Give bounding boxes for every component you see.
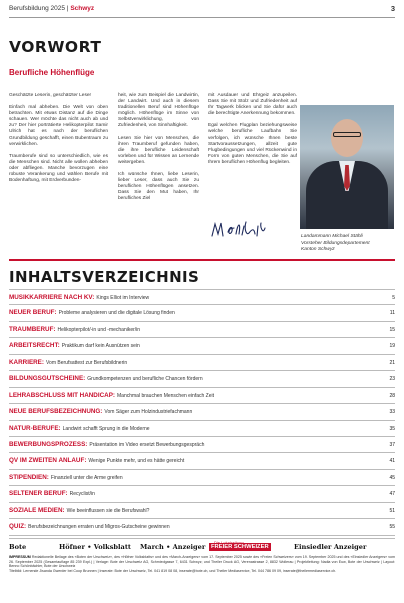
- toc-entry[interactable]: [9, 519, 395, 535]
- page-number: 3: [390, 4, 395, 13]
- toc-category: NEUE BERUFSBEZEICHNUNG:: [9, 408, 103, 416]
- toc-description: Wie beeinflussen sie die Berufswahl?: [66, 507, 150, 514]
- toc-page-number: 23: [389, 376, 395, 383]
- foreword-paragraph: Traumberufe sind so unterschiedlich, wie es die Menschen sind. Nicht alle wollen abheben oder abfliegen. Manche bevorzugen eine robuste Verankerung und wählen Berufe mit Bodenhaftung, mit Erdverbunden-: [9, 153, 108, 184]
- toc-entry[interactable]: [9, 470, 395, 486]
- foreword-paragraph: Einfach mal abheben. Die Welt von oben betrachten. Mit etwas Distanz auf die Dinge schauen. Wer möchte das nicht auch ab und zu? Der hier porträtierte Helikopterpilot Samir Ulrich hat es nach der beruflichen Grundbildung geschafft, einen Bubentraum zu verwirklichen.: [9, 105, 108, 147]
- logo-freier-schweizer: FREIER SCHWEIZER: [211, 544, 269, 550]
- toc-category: QUIZ:: [9, 523, 27, 531]
- toc-description: Probleme analysieren und die digitale Lösung finden: [58, 310, 175, 317]
- toc-page-number: 47: [389, 491, 395, 498]
- toc-category: MUSIKKARRIERE NACH KV:: [9, 294, 95, 301]
- toc-page-number: 33: [389, 409, 395, 416]
- foreword-paragraph: heit, wie zum Beispiel die Landwirtin, der Landwirt. Und auch in diesem traditionellen Beruf sind Höhenflüge möglich. Höhenflüge im Sinne von Selbstverwirklichung, von Zufriedenheit, von Sinnhaftigkeit.: [118, 93, 199, 129]
- foreword-column-3: [208, 93, 297, 172]
- toc-category: ARBEITSRECHT:: [9, 342, 60, 350]
- toc-entry[interactable]: [9, 371, 395, 387]
- toc-page-number: 51: [389, 507, 395, 514]
- toc-category: NATUR-BERUFE:: [9, 424, 61, 432]
- logo-hoefner: Höfner • Volksblatt: [59, 543, 131, 551]
- foreword-subtitle: Berufliche Höhenflüge: [9, 68, 95, 77]
- toc-category: KARRIERE:: [9, 358, 44, 366]
- toc-description: Berufsbezeichnungen erraten und Migros-Gutscheine gewinnen: [28, 524, 170, 531]
- portrait-photo: [300, 105, 394, 229]
- toc-page-number: 11: [389, 310, 395, 317]
- logo-bote: Bote: [9, 543, 27, 551]
- toc-category: BILDUNGSGUTSCHEINE:: [9, 375, 86, 383]
- toc-description: Helikopterpilot/-in und -mechaniker/in: [57, 326, 141, 333]
- caption-role: Vorsteher Bildungsdepartement: [301, 240, 370, 246]
- toc-entry[interactable]: [9, 503, 395, 519]
- foreword-column-2: [118, 93, 199, 209]
- toc-description: Landwirt schafft Sprung in die Moderne: [62, 425, 150, 432]
- toc-description: Recyclist/in: [69, 491, 95, 498]
- header-divider: [9, 17, 395, 18]
- foreword-paragraph: Geschätzte Leserin, geschätzter Leser: [9, 93, 92, 98]
- toc-category: SOZIALE MEDIEN:: [9, 506, 65, 514]
- toc-category: SELTENER BERUF:: [9, 490, 68, 498]
- impressum-label: IMPRESSUM: [9, 555, 31, 559]
- foreword-title: VORWORT: [9, 38, 102, 56]
- toc-page-number: 35: [389, 425, 395, 432]
- photo-caption: [301, 234, 370, 254]
- table-of-contents: [9, 289, 395, 536]
- foreword-paragraph: Egal welchen Flugplan beziehungsweise welche berufliche Laufbahn Sie verfolgen, ich wünsche Ihnen beste Startvoraussetzungen, allzeit gute Flugbedingungen und viel Rückenwind in Form von guten Menschen, die Sie auf Ihrem beruflichen Höhenflug begleiten.: [208, 123, 297, 165]
- toc-description: Praktikum darf kein Ausnützen sein: [61, 343, 140, 350]
- toc-category: BEWERBUNGSPROZESS:: [9, 440, 88, 448]
- toc-entry[interactable]: [9, 355, 395, 371]
- toc-entry[interactable]: [9, 486, 395, 502]
- toc-page-number: 19: [389, 343, 395, 350]
- toc-entry[interactable]: [9, 289, 395, 305]
- toc-page-number: 28: [389, 392, 395, 399]
- toc-entry[interactable]: [9, 338, 395, 354]
- section-divider: [9, 259, 395, 261]
- foreword-column-1: [9, 93, 108, 190]
- toc-entry[interactable]: [9, 453, 395, 469]
- toc-description: Kings Elliot im Interview: [96, 295, 150, 301]
- toc-entry[interactable]: [9, 404, 395, 420]
- toc-category: QV IM ZWEITEN ANLAUF:: [9, 457, 87, 465]
- foreword-paragraph: Lesen Sie hier von Menschen, die ihren Traumberuf gefunden haben, die ihre berufliche Leidenschaft vorleben und für Wissen an Lernende weitergeben.: [118, 135, 199, 165]
- toc-category: STIPENDIEN:: [9, 473, 49, 481]
- logo-einsiedler: Einsiedler Anzeiger: [294, 543, 367, 551]
- impressum-text: Redaktionelle Beilage des «Boten der Urschweiz», des «Höfner Volksblatts» und des «March-Anzeigers» vom 17. September 2025 sowie des «Freien Schweizers» vom 19. September 2025 und des «Einsiedler Anzeigers» vom 26. September 2025 (Gesamtauflage 85 239 Expl.) | Verlage: Bote der Urschweiz AG, Schmiedgasse 7, 6431 Schwyz; und Theiler Druck AG, Verenastrasse 2, 8832 Wollerau | Projektleitung: Nadia von Euw, Bote der Urschweiz | Layout: Benno Schönbächler, Bote der Urschweiz: [9, 555, 396, 569]
- toc-category: TRAUMBERUF:: [9, 325, 56, 333]
- toc-page-number: 5: [392, 295, 395, 301]
- header-publication: Berufsbildung 2025 | Schwyz: [9, 5, 95, 12]
- toc-category: LEHRABSCHLUSS MIT HANDICAP:: [9, 391, 115, 399]
- toc-entry[interactable]: [9, 305, 395, 321]
- signature-image: [208, 214, 268, 244]
- toc-page-number: 45: [389, 474, 395, 481]
- toc-description: Wenige Punkte mehr, und es hätte gereicht: [88, 458, 185, 465]
- toc-entry[interactable]: [9, 322, 395, 338]
- caption-canton: Kanton Schwyz: [301, 247, 335, 252]
- logo-march: March • Anzeiger: [140, 543, 206, 551]
- caption-name: Landammann Michael Stähli: [301, 234, 363, 239]
- toc-page-number: 37: [389, 441, 395, 448]
- toc-description: Finanziell unter die Arme greifen: [50, 474, 123, 481]
- toc-description: Grundkompetenzen und berufliche Chancen fördern: [87, 376, 203, 383]
- toc-page-number: 55: [389, 524, 395, 531]
- toc-page-number: 21: [389, 359, 395, 366]
- toc-page-number: 41: [389, 458, 395, 465]
- impressum-line2: Titelbild: Lernende Jisanda Gwerder bei Coop Brunnen | Inserate: Bote der Urschweiz, Tel. 041 819 08 08, inserate@bote.ch, und Theiler Mediaservice, Tel. 044 786 09 09, inserate@theilermediaservice.ch.: [9, 569, 337, 574]
- impressum: [9, 555, 395, 574]
- toc-title: INHALTSVERZEICHNIS: [9, 268, 200, 286]
- publisher-logos: [9, 538, 395, 552]
- toc-entry[interactable]: [9, 388, 395, 404]
- toc-entry[interactable]: [9, 437, 395, 453]
- toc-description: Vom Säger zum Holzindustriefachmann: [104, 409, 193, 416]
- toc-description: Manchmal brauchen Menschen einfach Zeit: [117, 392, 214, 399]
- toc-category: NEUER BERUF:: [9, 309, 57, 317]
- toc-description: Vom Berufsattest zur Berufsbildnerin: [45, 359, 128, 366]
- toc-entry[interactable]: [9, 421, 395, 437]
- toc-page-number: 15: [389, 326, 395, 333]
- header-region: Schwyz: [70, 5, 95, 12]
- foreword-paragraph: Ich wünsche Ihnen, liebe Leserin, lieber Leser, dass auch Sie zu beruflichen Höhenflügen ansetzen. Dass Sie den Mut haben, Ihr berufliches Ziel: [118, 172, 199, 202]
- foreword-paragraph: mit Ausdauer und Ehrgeiz anzupeilen. Dass Sie mit Stolz und Zufriedenheit auf Ihr Tagwerk blicken und Sie dafür auch die berechtigte Anerkennung bekommen.: [208, 93, 297, 117]
- toc-description: Präsentation im Video ersetzt Bewerbungsgespräch: [89, 441, 205, 448]
